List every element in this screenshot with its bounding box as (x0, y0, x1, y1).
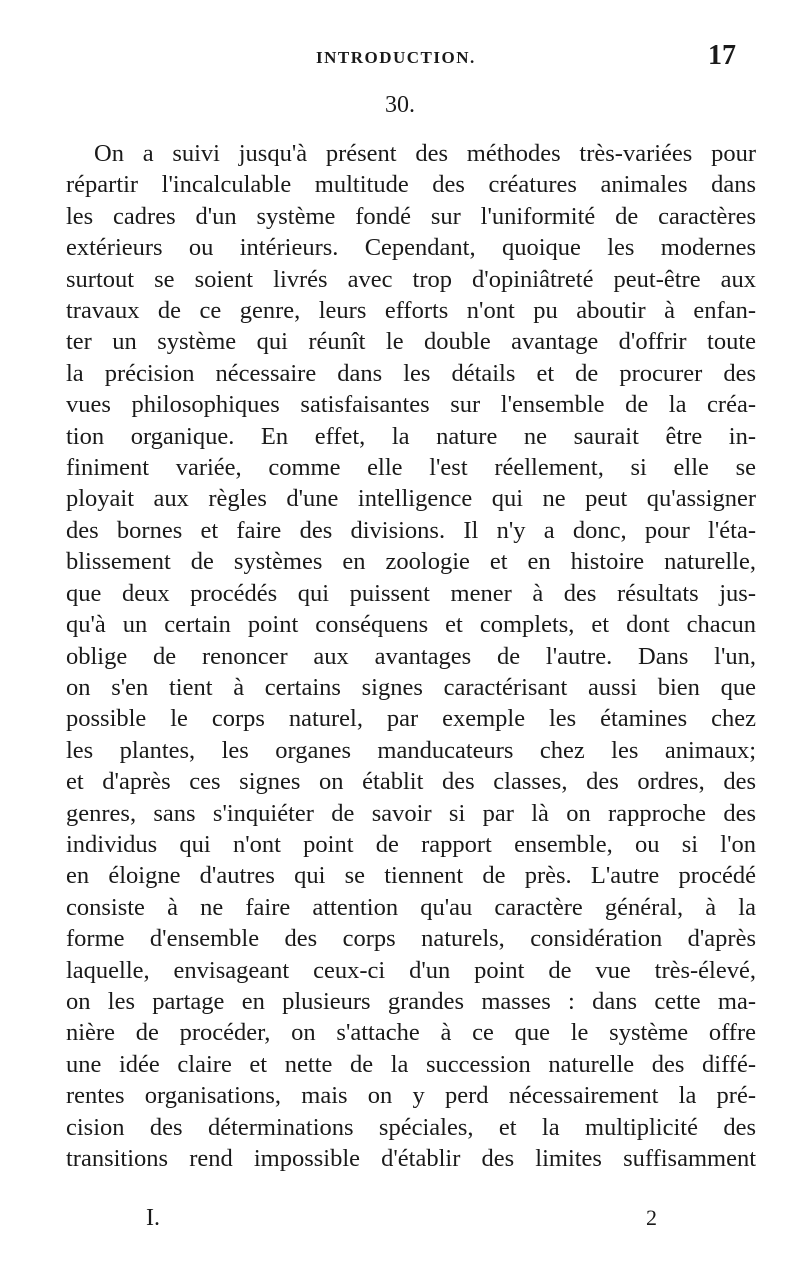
text-line: ter un système qui réunît le double avantage d'offrir toute (66, 328, 756, 356)
text-line: rentes organisations, mais on y perd nécessairement la pré- (66, 1082, 756, 1110)
text-line: genres, sans s'inquiéter de savoir si par là on rapproche des (66, 799, 756, 827)
text-line: on les partage en plusieurs grandes masses : dans cette ma- (66, 987, 756, 1015)
text-line: on s'en tient à certains signes caractérisant aussi bien que (66, 673, 756, 701)
text-line: que deux procédés qui puissent mener à des résultats jus- (66, 579, 756, 607)
text-line: forme d'ensemble des corps naturels, considération d'après (66, 925, 756, 953)
running-head (0, 40, 800, 76)
text-line: ployait aux règles d'une intelligence qui ne peut qu'assigner (66, 485, 756, 513)
text-line: individus qui n'ont point de rapport ensemble, ou si l'on (66, 830, 756, 858)
text-line: finiment variée, comme elle l'est réellement, si elle se (66, 454, 756, 482)
text-line: une idée claire et nette de la succession naturelle des diffé- (66, 1050, 756, 1078)
signature-mark: I. (146, 1205, 160, 1231)
text-line: consiste à ne faire attention qu'au caractère général, à la (66, 893, 756, 921)
signature-number: 2 (646, 1205, 657, 1230)
text-line: qu'à un certain point conséquens et complets, et dont chacun (66, 611, 756, 639)
text-line: les cadres d'un système fondé sur l'uniformité de caractères (66, 202, 756, 230)
running-title: INTRODUCTION. (316, 48, 476, 67)
page-number: 17 (708, 40, 736, 71)
text-line: répartir l'incalculable multitude des créatures animales dans (66, 171, 756, 199)
text-line: tion organique. En effet, la nature ne saurait être in- (66, 422, 756, 450)
text-line: en éloigne d'autres qui se tiennent de près. L'autre procédé (66, 862, 756, 890)
text-line: la précision nécessaire dans les détails et de procurer des (66, 359, 756, 387)
body-paragraph (66, 138, 756, 1174)
text-line: extérieurs ou intérieurs. Cependant, quoique les modernes (66, 234, 756, 262)
text-line: On a suivi jusqu'à présent des méthodes très-variées pour (94, 140, 756, 167)
text-line: cision des déterminations spéciales, et la multiplicité des (66, 1113, 756, 1141)
text-line: et d'après ces signes on établit des classes, des ordres, des (66, 768, 756, 796)
text-line: transitions rend impossible d'établir des limites suffisamment (66, 1145, 756, 1172)
text-line: possible le corps naturel, par exemple les étamines chez (66, 705, 756, 733)
text-line: oblige de renoncer aux avantages de l'autre. Dans l'un, (66, 642, 756, 670)
text-line: des bornes et faire des divisions. Il n'y a donc, pour l'éta- (66, 516, 756, 544)
text-line: les plantes, les organes manducateurs chez les animaux; (66, 736, 756, 764)
section-number: 30. (385, 92, 415, 118)
text-line: blissement de systèmes en zoologie et en histoire naturelle, (66, 548, 756, 576)
text-line: travaux de ce genre, leurs efforts n'ont pu aboutir à enfan- (66, 297, 756, 325)
text-line: laquelle, envisageant ceux-ci d'un point de vue très-élevé, (66, 956, 756, 984)
text-line: nière de procéder, on s'attache à ce que le système offre (66, 1019, 756, 1047)
text-line: surtout se soient livrés avec trop d'opiniâtreté peut-être aux (66, 265, 756, 293)
text-line: vues philosophiques satisfaisantes sur l'ensemble de la créa- (66, 391, 756, 419)
